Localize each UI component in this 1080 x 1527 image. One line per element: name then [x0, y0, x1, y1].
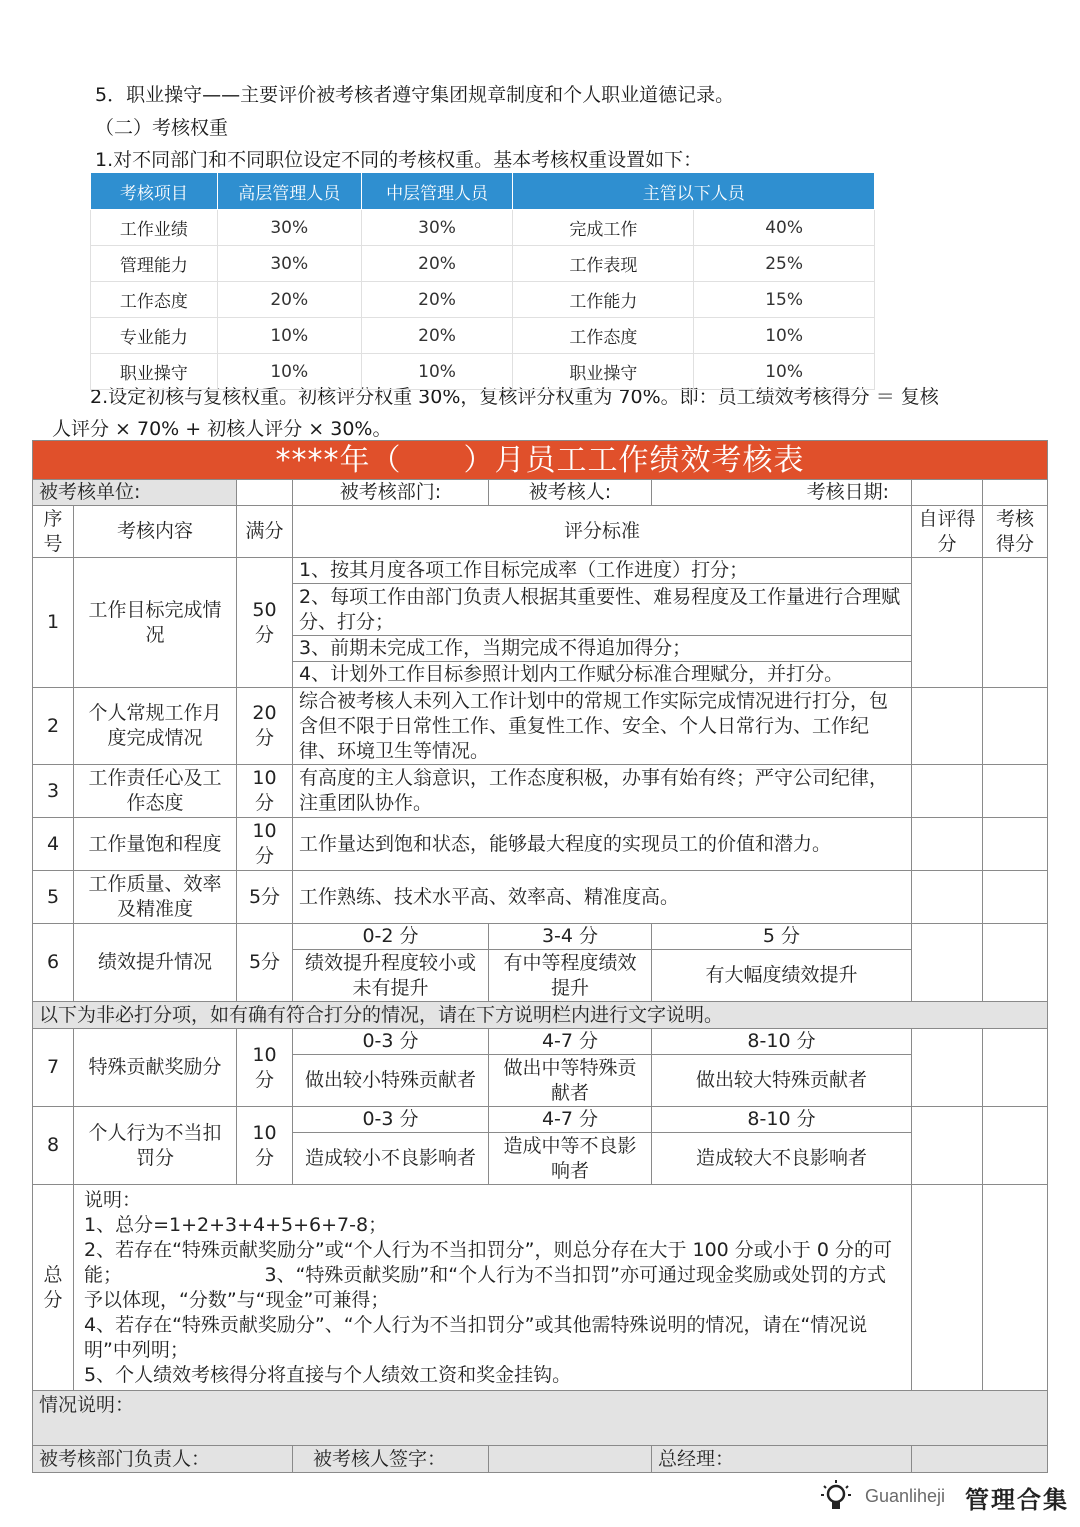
- brand-watermark: [815, 1476, 1075, 1516]
- row-no: 7: [33, 1029, 74, 1107]
- header-full: 满分: [237, 506, 293, 558]
- range-desc-2: 有中等程度绩效提升: [489, 950, 652, 1002]
- weight-sub-val: 25%: [694, 246, 875, 282]
- total-note-line: 5、个人绩效考核得分将直接与个人绩效工资和奖金挂钩。: [84, 1363, 572, 1386]
- self-score-cell[interactable]: [912, 765, 983, 818]
- row-criteria: 工作熟练、技术水平高、效率高、精准度高。: [293, 871, 912, 924]
- row-content: 工作质量、效率及精准度: [74, 871, 237, 924]
- intro-line-3: 1.对不同部门和不同职位设定不同的考核权重。基本考核权重设置如下：: [95, 149, 703, 171]
- table-row: [91, 354, 875, 390]
- range-1: 0-3 分: [293, 1107, 489, 1133]
- row-full: 10分: [237, 818, 293, 871]
- range-1: 0-2 分: [293, 924, 489, 950]
- person-label: 被考核人:: [489, 480, 652, 506]
- score-cell[interactable]: [983, 818, 1048, 871]
- row-criteria: 3、前期未完成工作，当期完成不得追加得分；: [293, 636, 912, 662]
- table-row: [91, 210, 875, 246]
- date-label: 考核日期:: [652, 480, 912, 506]
- weight-item: 专业能力: [91, 318, 218, 354]
- row-full: 20分: [237, 688, 293, 765]
- row-full: 50分: [237, 558, 293, 688]
- optional-note-row: [33, 1002, 1048, 1029]
- lightbulb-icon: [820, 1479, 852, 1515]
- weight-item: 管理能力: [91, 246, 218, 282]
- header-content: 考核内容: [74, 506, 237, 558]
- weight-item: 工作态度: [91, 282, 218, 318]
- person-signature[interactable]: 被考核人签字：: [293, 1446, 489, 1473]
- header-item: 考核项目: [91, 173, 218, 210]
- row-no: 2: [33, 688, 74, 765]
- weight-sub-val: 15%: [694, 282, 875, 318]
- header-no: 序号: [33, 506, 74, 558]
- range-desc-1: 造成较小不良影响者: [293, 1133, 489, 1185]
- row-criteria: 综合被考核人未列入工作计划中的常规工作实际完成情况进行打分，包含但不限于日常性工作、重复性工作、安全、个人日常行为、工作纪律、环境卫生等情况。: [293, 688, 912, 765]
- gm-signature[interactable]: 总经理：: [652, 1446, 912, 1473]
- row-content: 工作责任心及工作态度: [74, 765, 237, 818]
- evaluation-form: [32, 440, 1048, 1473]
- weight-sub-item: 工作表现: [513, 246, 694, 282]
- intro-line-4: 2.设定初核与复核权重。初核评分权重 30%，复核评分权重为 70%。即：员工绩效考核得分 ＝ 复核: [90, 386, 939, 408]
- self-score-cell[interactable]: [912, 1107, 983, 1185]
- optional-note: 以下为非必打分项，如有确有符合打分的情况，请在下方说明栏内进行文字说明。: [33, 1002, 1048, 1029]
- score-cell[interactable]: [983, 871, 1048, 924]
- signature-row: [33, 1446, 1048, 1473]
- table-row: [33, 1029, 1048, 1055]
- table-row: [33, 558, 1048, 584]
- weight-middle: 30%: [361, 210, 513, 246]
- table-row: [33, 818, 1048, 871]
- range-2: 4-7 分: [489, 1029, 652, 1055]
- row-no: 3: [33, 765, 74, 818]
- unit-label: 被考核单位:: [33, 480, 237, 506]
- score-cell[interactable]: [983, 924, 1048, 1002]
- row-content: 个人行为不当扣罚分: [74, 1107, 237, 1185]
- range-desc-1: 做出较小特殊贡献者: [293, 1055, 489, 1107]
- header-self: 自评得分: [912, 506, 983, 558]
- range-2: 3-4 分: [489, 924, 652, 950]
- self-score-cell[interactable]: [912, 1029, 983, 1107]
- weight-middle: 20%: [361, 246, 513, 282]
- intro-line-5: 人评分 × 70% + 初核人评分 × 30%。: [52, 418, 392, 440]
- row-no: 4: [33, 818, 74, 871]
- row-full: 10分: [237, 1107, 293, 1185]
- row-no: 8: [33, 1107, 74, 1185]
- total-note-line: 4、若存在“特殊贡献奖励分”、“个人行为不当扣罚分”或其他需特殊说明的情况，请在“情况说明”中列明；: [84, 1313, 868, 1361]
- weight-senior: 30%: [217, 210, 361, 246]
- row-no: 6: [33, 924, 74, 1002]
- weight-middle: 10%: [361, 354, 513, 390]
- row-content: 工作量饱和程度: [74, 818, 237, 871]
- weight-sub-item: 工作能力: [513, 282, 694, 318]
- table-row: [33, 871, 1048, 924]
- range-3: 8-10 分: [652, 1029, 912, 1055]
- header-sub: 主管以下人员: [513, 173, 875, 210]
- row-no: 5: [33, 871, 74, 924]
- weight-senior: 20%: [217, 282, 361, 318]
- table-row: [33, 924, 1048, 950]
- form-info-row: [33, 480, 1048, 506]
- situation-label[interactable]: 情况说明：: [33, 1391, 1048, 1446]
- self-score-cell[interactable]: [912, 924, 983, 1002]
- row-content: 个人常规工作月度完成情况: [74, 688, 237, 765]
- range-desc-3: 造成较大不良影响者: [652, 1133, 912, 1185]
- weight-item: 工作业绩: [91, 210, 218, 246]
- range-desc-1: 绩效提升程度较小或未有提升: [293, 950, 489, 1002]
- total-label: 总分: [33, 1185, 74, 1391]
- self-score-cell[interactable]: [912, 688, 983, 765]
- weight-table: [90, 172, 875, 390]
- range-desc-2: 造成中等不良影响者: [489, 1133, 652, 1185]
- table-row: [33, 688, 1048, 765]
- table-row: [91, 318, 875, 354]
- range-3: 5 分: [652, 924, 912, 950]
- weight-sub-item: 职业操守: [513, 354, 694, 390]
- total-row: [33, 1185, 1048, 1391]
- row-full: 5分: [237, 924, 293, 1002]
- weight-senior: 30%: [217, 246, 361, 282]
- total-note-line: 1、总分=1+2+3+4+5+6+7-8；: [84, 1213, 388, 1236]
- date-field-2[interactable]: [983, 480, 1048, 506]
- form-header-row: [33, 506, 1048, 558]
- self-score-cell[interactable]: [912, 818, 983, 871]
- self-score-cell[interactable]: [912, 871, 983, 924]
- row-full: 10分: [237, 1029, 293, 1107]
- weight-sub-item: 工作态度: [513, 318, 694, 354]
- row-criteria: 4、计划外工作目标参照计划内工作赋分标准合理赋分，并打分。: [293, 662, 912, 688]
- brand-latin: Guanliheji: [865, 1486, 946, 1506]
- dept-label: 被考核部门:: [293, 480, 489, 506]
- weight-senior: 10%: [217, 318, 361, 354]
- header-criteria: 评分标准: [293, 506, 912, 558]
- total-note-line: 说明：: [84, 1188, 142, 1211]
- score-cell[interactable]: [983, 1185, 1048, 1391]
- weight-sub-item: 完成工作: [513, 210, 694, 246]
- table-row: [33, 1107, 1048, 1133]
- intro-line-1: 5．职业操守——主要评价被考核者遵守集团规章制度和个人职业道德记录。: [95, 84, 735, 106]
- score-cell[interactable]: [983, 688, 1048, 765]
- weight-sub-val: 10%: [694, 318, 875, 354]
- weight-middle: 20%: [361, 282, 513, 318]
- range-desc-3: 有大幅度绩效提升: [652, 950, 912, 1002]
- row-no: 1: [33, 558, 74, 688]
- score-cell[interactable]: [983, 765, 1048, 818]
- weight-sub-val: 10%: [694, 354, 875, 390]
- row-full: 5分: [237, 871, 293, 924]
- total-note-line: 2、若存在“特殊贡献奖励分”或“个人行为不当扣罚分”，则总分存在大于 100 分或小于 0 分的可能； 3、“特殊贡献奖励”和“个人行为不当扣罚”亦可通过现金奖励或处罚的方式予以体现，“分数”与“现金”可兼得；: [84, 1238, 892, 1311]
- self-score-cell[interactable]: [912, 1185, 983, 1391]
- range-1: 0-3 分: [293, 1029, 489, 1055]
- brand-chinese: 管理合集: [965, 1485, 1069, 1514]
- score-cell[interactable]: [983, 1029, 1048, 1107]
- row-criteria: 有高度的主人翁意识，工作态度积极，办事有始有终；严守公司纪律，注重团队协作。: [293, 765, 912, 818]
- self-score-cell[interactable]: [912, 558, 983, 688]
- weight-table-header: [91, 173, 875, 210]
- row-content: 特殊贡献奖励分: [74, 1029, 237, 1107]
- form-title: ****年（ ）月员工工作绩效考核表: [33, 441, 1048, 480]
- situation-row: [33, 1391, 1048, 1446]
- range-2: 4-7 分: [489, 1107, 652, 1133]
- row-criteria: 2、每项工作由部门负责人根据其重要性、难易程度及工作量进行合理赋分、打分；: [293, 584, 912, 636]
- gm-signature-blank[interactable]: [912, 1446, 1048, 1473]
- dept-head-signature[interactable]: 被考核部门负责人：: [33, 1446, 293, 1473]
- date-field[interactable]: [912, 480, 983, 506]
- score-cell[interactable]: [983, 558, 1048, 688]
- range-desc-3: 做出较大特殊贡献者: [652, 1055, 912, 1107]
- weight-item: 职业操守: [91, 354, 218, 390]
- table-row: [91, 246, 875, 282]
- row-full: 10分: [237, 765, 293, 818]
- table-row: [33, 765, 1048, 818]
- range-desc-2: 做出中等特殊贡献者: [489, 1055, 652, 1107]
- signature-blank[interactable]: [489, 1446, 652, 1473]
- weight-middle: 20%: [361, 318, 513, 354]
- range-3: 8-10 分: [652, 1107, 912, 1133]
- score-cell[interactable]: [983, 1107, 1048, 1185]
- row-criteria: 工作量达到饱和状态，能够最大程度的实现员工的价值和潜力。: [293, 818, 912, 871]
- unit-field[interactable]: [237, 480, 293, 506]
- weight-senior: 10%: [217, 354, 361, 390]
- total-notes: [74, 1185, 912, 1391]
- header-senior: 高层管理人员: [217, 173, 361, 210]
- header-score: 考核得分: [983, 506, 1048, 558]
- weight-sub-val: 40%: [694, 210, 875, 246]
- row-content: 工作目标完成情况: [74, 558, 237, 688]
- table-row: [91, 282, 875, 318]
- header-middle: 中层管理人员: [361, 173, 513, 210]
- row-content: 绩效提升情况: [74, 924, 237, 1002]
- intro-line-2: （二）考核权重: [95, 117, 229, 139]
- row-criteria: 1、按其月度各项工作目标完成率（工作进度）打分；: [293, 558, 912, 584]
